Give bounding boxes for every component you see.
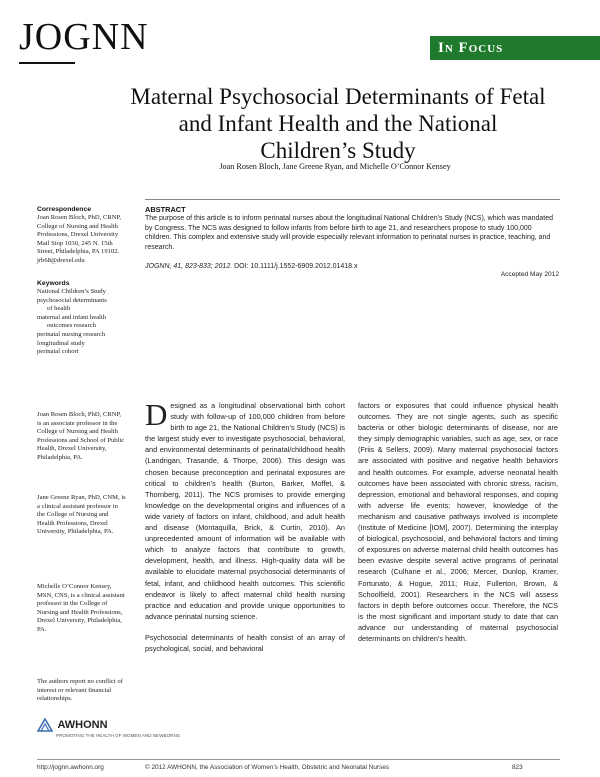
keyword-item: psychosocial determinants <box>37 296 107 304</box>
awhonn-tagline: PROMOTING THE HEALTH OF WOMEN AND NEWBORNS <box>56 733 180 738</box>
keyword-item: of health <box>47 305 71 313</box>
citation-doi[interactable]: DOI: 10.1111/j.1552-6909.2012.01418.x <box>232 263 358 270</box>
conflict-of-interest: The authors report no conflict of interest or relevant financial relationships. <box>37 678 123 703</box>
awhonn-wordmark: AWHONN <box>57 718 108 731</box>
author-affiliation: Joan Rosen Bloch, PhD, CRNP, is an associate professor in the College of Nursing and Health Professions and School of Public Health, Drexel University, Philadelphia, PA. <box>37 411 125 461</box>
footer-rule <box>37 759 560 760</box>
correspondence-text: Joan Rosen Bloch, PhD, CRNP, College of Nursing and Health Professions, Drexel University Mail Stop 1030, 245 N. 15th Street, Philadelphia, PA 19102. jrb68@drexel.edu <box>37 214 122 264</box>
keyword-item: longitudinal study <box>37 339 85 347</box>
citation-journal: JOGNN, 41, 823-833; 2012. <box>145 263 233 270</box>
keyword-item: maternal and infant health <box>37 313 107 321</box>
drop-cap: D <box>145 397 168 432</box>
author-affiliation: Jane Greene Ryan, PhD, CNM, is a clinical assistant professor in the College of Nursing and Health Professions, Drexel University, Philadelphia, PA. <box>37 494 126 536</box>
section-label: In Focus <box>430 36 600 60</box>
paragraph-text: esigned as a longitudinal observational birth cohort study with follow-up of 100,000 children from before birth to age 21, the National Children’s Study (NCS) is the largest study ever to investigate psychosocial, behavioral, and environmental determinants of perinatal/childhood health (Landrigan, Trasande, & Thorpe, 2006). This design was chosen because preconception and perinatal exposures are critical to children’s health (Burton, Barker, Moffet, & Thornberg, 2011). The NCS promises to provide emerging knowledge on the developmental origins and influences of a wide variety of factors on infant, childhood, and adult health and disease (Montaquilla, Brick, & Curtin, 2010). An unprecedented amount of information will be available with which to analyze factors that contribute to growth, development, health, and illness. High-quality data will be available to elucidate maternal psychosocial determinants of fetal, infant, and childhood health outcomes. This scientific endeavor is likely to affect maternal child health nursing practice and education and provide unique opportunities to advance perinatal nursing science. <box>145 401 345 621</box>
journal-logo: JOGNN <box>19 16 149 58</box>
awhonn-mark-icon <box>37 718 53 732</box>
page-number: 823 <box>512 764 523 771</box>
keywords-heading: Keywords <box>37 280 70 287</box>
correspondence-heading: Correspondence <box>37 206 92 213</box>
body-paragraph: Psychosocial determinants of health consist of an array of psychological, social, and behavioral <box>145 632 345 653</box>
abstract-text: The purpose of this article is to inform perinatal nurses about the longitudinal National Children’s Study (NCS), which was mandated by Congress. The NCS was designed to follow infants from before birth to age 21, and researchers propose to study 100,000 children. This complex and extensive study will provide especially relevant information to perinatal nurses in practice, teaching, and research. <box>145 215 554 251</box>
keyword-item: perinatal nursing research <box>37 330 106 338</box>
body-paragraph: factors or exposures that could influence physical health outcomes. They are not single agents, such as specific bacteria or other biologic determinants of disease, nor are they simply demographic variables, such as age, sex, or race (Friis & Sellers, 2009). Many maternal psychosocial factors are associated with positive and negative health behaviors and health outcomes. For example, adverse neonatal health outcomes have been associated with chronic stress, racism, depression, emotional and behavioral responses, and coping with adverse life events; however, knowledge of the mechanism and causative pathways involved is incomplete (Institute of Medicine [IOM], 2007). Determining the interplay of biological, psychosocial, and behavioral factors and timing of exposures on adverse maternal child health outcomes has been evasive despite several active programs of perinatal research (Culhane et al., 2006; Mercer, Dunlop, Kramer, Fortunato, & Hogue, 2011; Ruiz, Fullerton, Brown, & Schoolfield, 2001). Researchers in the NCS will assess factors in depth before outcomes occur. Therefore, the NCS is the most significant and important study to date that can advance our understanding of maternal psychosocial determinants on children’s health. <box>358 401 558 643</box>
logo-rule <box>19 62 75 64</box>
abstract-heading: ABSTRACT <box>145 205 186 214</box>
author-affiliation: Michelle O’Connor Kensey, MSN, CNS, is a clinical assistant professor in the College of Nursing and Health Professions, Drexel University, Philadelphia, PA. <box>37 583 125 633</box>
body-column-right <box>358 400 558 644</box>
awhonn-logo <box>37 716 180 738</box>
keywords-list <box>37 288 129 357</box>
keyword-item: perinatal cohort <box>37 348 79 356</box>
body-column-left <box>145 397 345 654</box>
article-title: Maternal Psychosocial Determinants of Fetal and Infant Health and the National Children’s Study <box>130 84 546 163</box>
footer-url[interactable]: http://jognn.awhonn.org <box>37 764 104 771</box>
keyword-item: outcomes research <box>47 322 96 330</box>
footer-copyright: © 2012 AWHONN, the Association of Women’s Health, Obstetric and Neonatal Nurses <box>145 764 389 771</box>
abstract-rule <box>145 199 560 200</box>
accepted-date: Accepted May 2012 <box>500 271 559 278</box>
keyword-item: National Children’s Study <box>37 288 106 295</box>
article-authors: Joan Rosen Bloch, Jane Greene Ryan, and Michelle O’Connor Kensey <box>219 162 451 171</box>
body-paragraph <box>145 397 345 622</box>
abstract-citation <box>145 263 559 270</box>
